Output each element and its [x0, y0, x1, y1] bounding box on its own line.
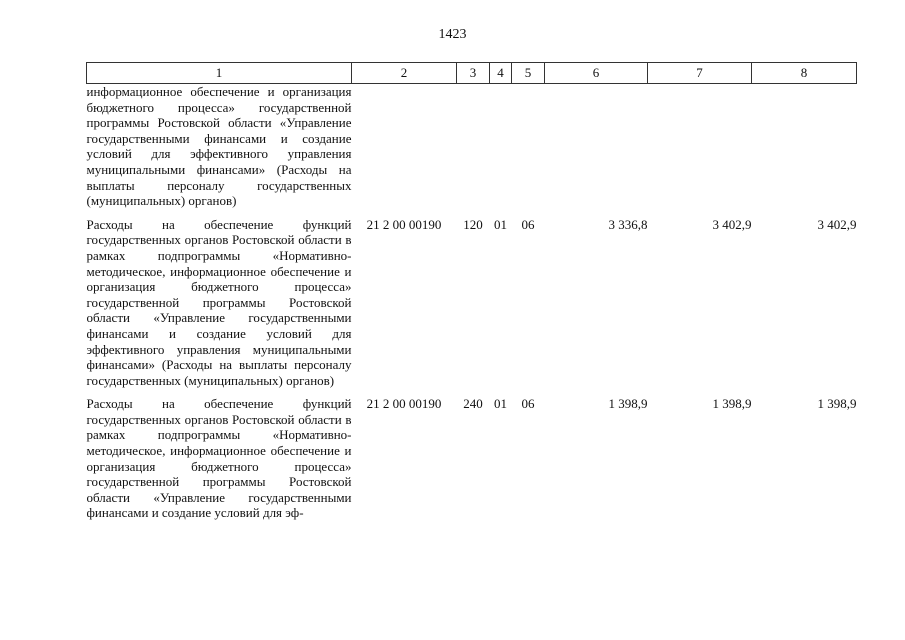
col-header-8: 8 — [752, 63, 857, 84]
row-sum-3: 3 402,9 — [817, 216, 857, 232]
row-rz: 01 — [494, 216, 507, 232]
row-sum-3 — [752, 84, 857, 209]
row-rz — [490, 84, 512, 209]
col-header-2: 2 — [352, 63, 457, 84]
row-description: информационное обеспечение и организация бюджетного процесса» государственной программы Ростовской области «Управление государственными финансами и создание условий для эффективного управления муниципальными финансами» (Расходы на выплаты персоналу государственных (муниципальных) органов) — [86, 84, 352, 209]
page-number: 1423 — [438, 27, 467, 42]
row-sum-2 — [648, 84, 752, 209]
row-sum-2: 1 398,9 — [712, 396, 752, 412]
row-pr: 06 — [521, 396, 535, 412]
row-description: Расходы на обеспечение функций государственных органов Ростовской области в рамках подпрограммы «Нормативно-методическое, информационное обеспечение и организация бюджетного процесса» государственной программы Ростовской области «Управление государственными финансами и создание условий для эф- — [86, 396, 352, 521]
row-rz: 01 — [494, 396, 507, 412]
col-header-6: 6 — [545, 63, 648, 84]
row-csr: 21 2 00 00190 — [366, 396, 442, 412]
header-row — [87, 63, 857, 84]
row-sum-2: 3 402,9 — [712, 216, 752, 232]
row-sum-1: 3 336,8 — [608, 216, 648, 232]
row-description: Расходы на обеспечение функций государственных органов Ростовской области в рамках подпрограммы «Нормативно-методическое, информационное обеспечение и организация бюджетного процесса» государственной программы Ростовской области «Управление государственными финансами и создание условий для эффективного управления муниципальными финансами» (Расходы на выплаты персоналу государственных (муниципальных) органов) — [86, 216, 352, 388]
row-sum-1: 1 398,9 — [608, 396, 648, 412]
col-header-3: 3 — [457, 63, 490, 84]
row-csr — [352, 84, 457, 209]
table-row — [87, 388, 857, 521]
row-sum-1 — [545, 84, 648, 209]
row-pr — [512, 84, 545, 209]
row-vr: 240 — [463, 396, 483, 412]
table-row — [87, 84, 857, 209]
col-header-5: 5 — [512, 63, 545, 84]
col-header-4: 4 — [490, 63, 512, 84]
col-header-7: 7 — [648, 63, 752, 84]
table-row — [87, 209, 857, 389]
row-sum-3: 1 398,9 — [817, 396, 857, 412]
col-header-1: 1 — [87, 63, 352, 84]
row-pr: 06 — [521, 216, 535, 232]
row-vr — [457, 84, 490, 209]
row-csr: 21 2 00 00190 — [366, 216, 442, 232]
budget-table — [86, 62, 857, 521]
row-vr: 120 — [463, 216, 483, 232]
